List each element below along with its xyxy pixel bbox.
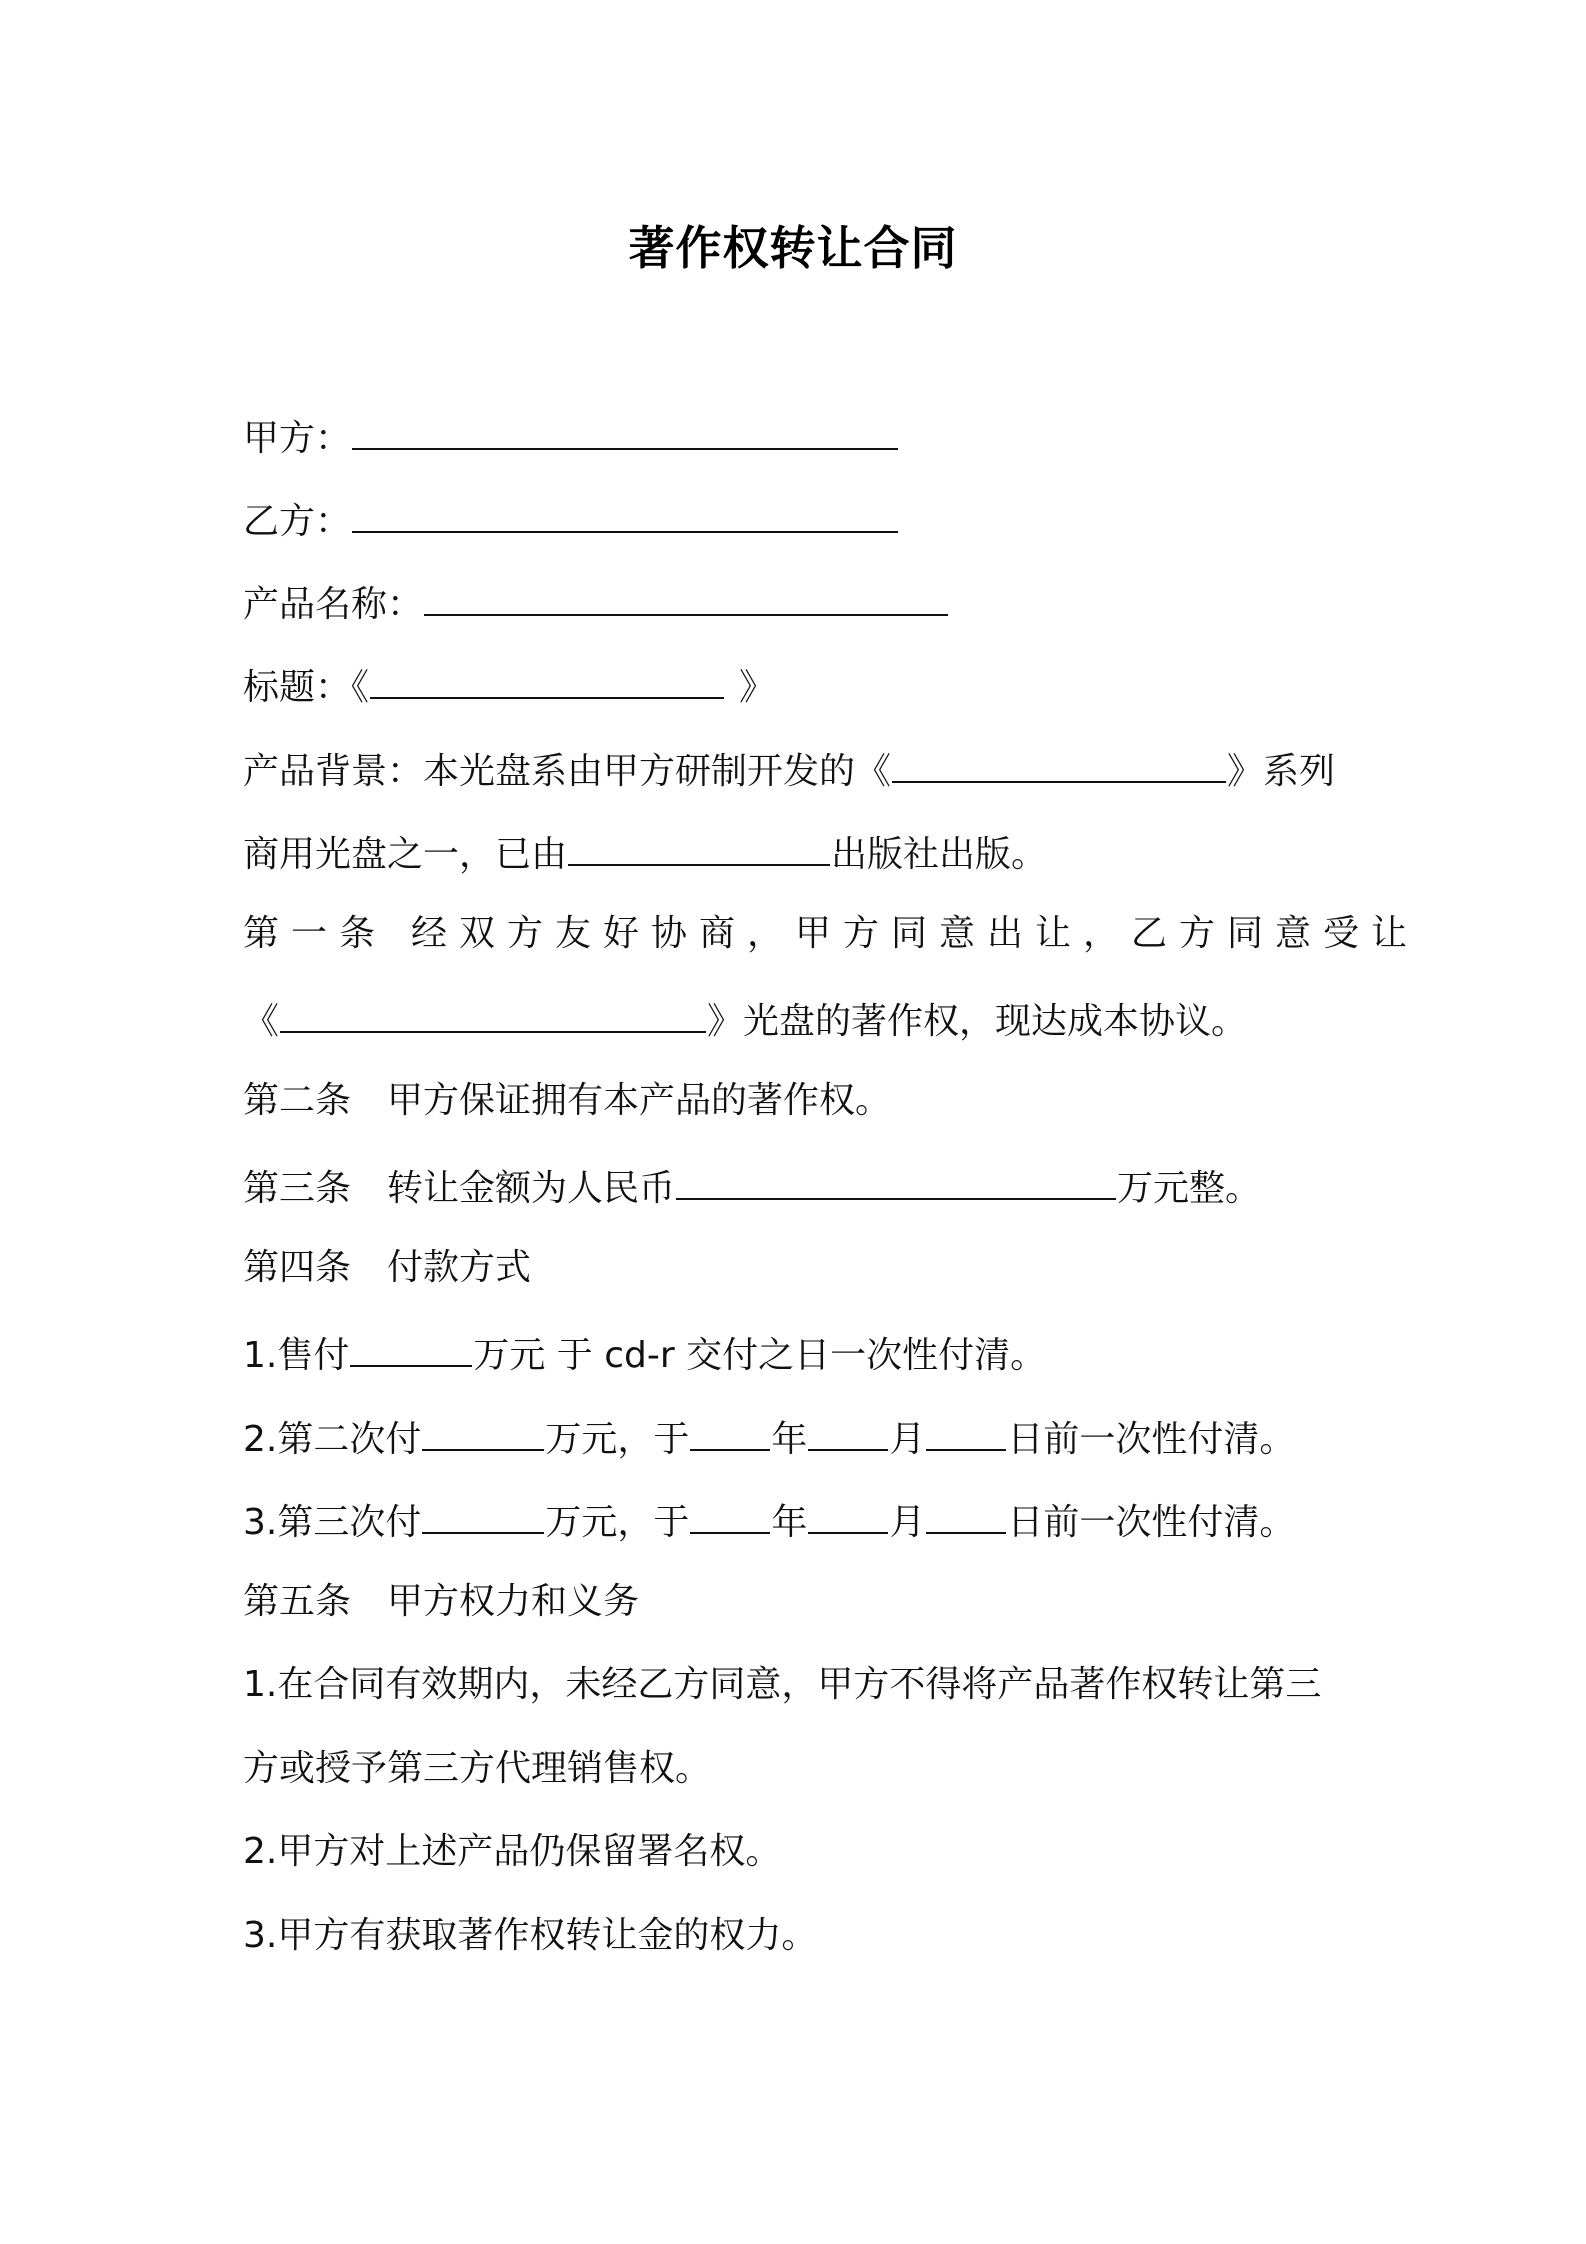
payment-3-day-blank[interactable] <box>926 1494 1006 1534</box>
duty-1-text-b: 方或授予第三方代理销售权。 <box>243 1748 712 1789</box>
party-b-line <box>243 493 899 546</box>
duty-1-text-a: 1.在合同有效期内，未经乙方同意，甲方不得将产品著作权转让第三 <box>243 1664 1322 1705</box>
party-a-blank[interactable] <box>352 410 898 450</box>
payment-2-day-blank[interactable] <box>926 1411 1006 1451</box>
payment-3-wan: 万元，于 <box>545 1502 690 1543</box>
article-5-label: 第五条 <box>243 1581 352 1622</box>
article-4-line <box>243 1244 531 1292</box>
party-b-blank[interactable] <box>352 493 898 533</box>
article-5-line <box>243 1578 639 1626</box>
article-4-label: 第四条 <box>243 1247 352 1288</box>
payment-3-prefix: 3.第三次付 <box>243 1502 422 1543</box>
payment-1-line <box>243 1327 1046 1380</box>
article-2-label: 第二条 <box>243 1080 352 1121</box>
payment-2-amount-blank[interactable] <box>422 1411 544 1451</box>
payment-1-prefix: 1.售付 <box>243 1335 350 1376</box>
article-1-text: 经双方友好协商，甲方同意出让，乙方同意受让 <box>411 913 1420 954</box>
article-2-text: 甲方保证拥有本产品的著作权。 <box>387 1080 892 1121</box>
background-label: 产品背景：本光盘系由甲方研制开发的《 <box>243 751 892 792</box>
background-line-1 <box>243 743 1335 796</box>
document-title: 著作权转让合同 <box>628 221 958 275</box>
payment-2-line <box>243 1411 1295 1464</box>
payment-1-mid: 万元 于 cd-r 交付之日一次性付清。 <box>473 1335 1047 1376</box>
background-series-blank[interactable] <box>892 743 1226 783</box>
duty-3-text: 3.甲方有获取著作权转让金的权力。 <box>243 1915 818 1956</box>
payment-1-amount-blank[interactable] <box>350 1327 472 1367</box>
payment-3-month: 月 <box>889 1502 926 1543</box>
heading-line <box>243 659 775 712</box>
background-end: 出版社出版。 <box>831 834 1048 875</box>
payment-3-line <box>243 1494 1295 1547</box>
payment-2-month: 月 <box>889 1419 926 1460</box>
duty-2-line <box>243 1828 781 1876</box>
duty-1-line-1 <box>243 1661 1321 1709</box>
payment-3-year: 年 <box>771 1502 808 1543</box>
payment-2-year-blank[interactable] <box>690 1411 770 1451</box>
article-3-label: 第三条 <box>243 1168 352 1209</box>
party-b-label: 乙方： <box>243 501 352 542</box>
product-name-line <box>243 576 949 629</box>
article-1-label: 第一条 <box>243 913 388 954</box>
duty-2-text: 2.甲方对上述产品仍保留署名权。 <box>243 1831 782 1872</box>
payment-3-month-blank[interactable] <box>808 1494 888 1534</box>
payment-2-end: 日前一次性付清。 <box>1007 1419 1296 1460</box>
article-4-text: 付款方式 <box>387 1247 532 1288</box>
article-5-text: 甲方权力和义务 <box>387 1581 640 1622</box>
payment-2-year: 年 <box>771 1419 808 1460</box>
payment-2-month-blank[interactable] <box>808 1411 888 1451</box>
article-1-disc-blank[interactable] <box>280 993 706 1033</box>
amount-blank[interactable] <box>676 1160 1116 1200</box>
background-mid: 》系列 <box>1227 751 1336 792</box>
article-2-line <box>243 1077 891 1125</box>
party-a-label: 甲方： <box>243 418 352 459</box>
product-name-blank[interactable] <box>424 576 948 616</box>
heading-label: 标题：《 <box>243 667 370 708</box>
background-cont: 商用光盘之一，已由 <box>243 834 568 875</box>
duty-1-line-2 <box>243 1745 711 1793</box>
article-3-end: 万元整。 <box>1117 1168 1262 1209</box>
payment-2-prefix: 2.第二次付 <box>243 1419 422 1460</box>
heading-close: 》 <box>739 667 776 708</box>
payment-3-amount-blank[interactable] <box>422 1494 544 1534</box>
payment-2-wan: 万元，于 <box>545 1419 690 1460</box>
background-line-2 <box>243 826 1047 879</box>
article-3-line <box>243 1160 1261 1213</box>
article-1-line-2 <box>243 993 1247 1046</box>
duty-3-line <box>243 1912 817 1960</box>
payment-3-end: 日前一次性付清。 <box>1007 1502 1296 1543</box>
heading-blank[interactable] <box>370 659 724 699</box>
article-1-open: 《 <box>243 1001 280 1042</box>
product-name-label: 产品名称： <box>243 584 424 625</box>
publisher-blank[interactable] <box>568 826 830 866</box>
article-1-line-1 <box>243 910 1419 958</box>
article-1-end: 》光盘的著作权，现达成本协议。 <box>707 1001 1248 1042</box>
article-3-text: 转让金额为人民币 <box>387 1168 676 1209</box>
party-a-line <box>243 410 899 463</box>
payment-3-year-blank[interactable] <box>690 1494 770 1534</box>
